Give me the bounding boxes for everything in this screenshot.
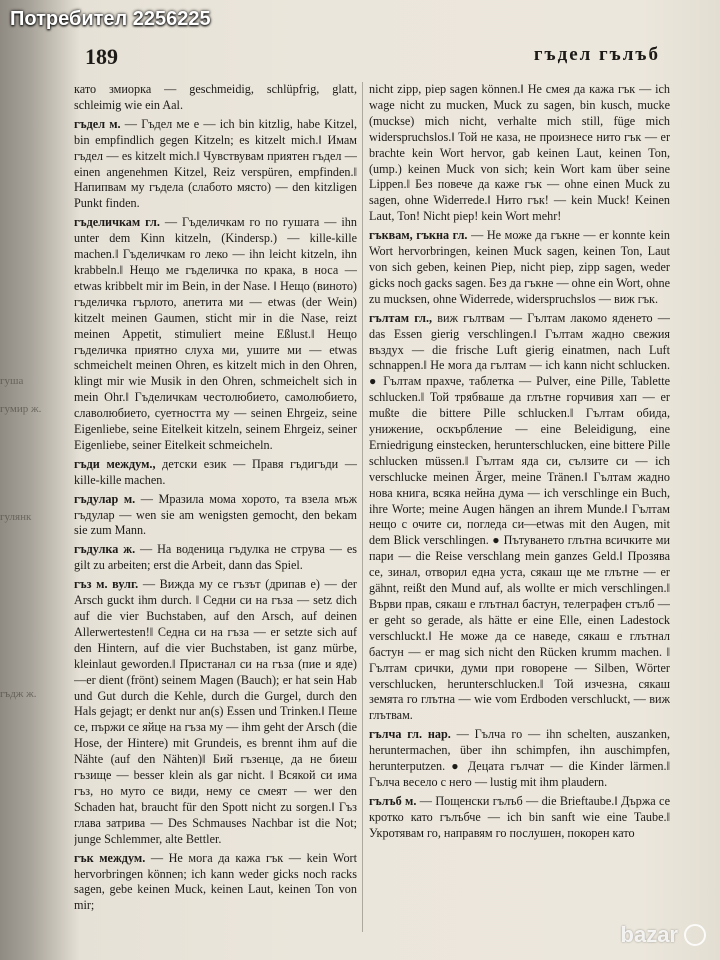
entry-text: — Гъдел ме е — ich bin kitzlig, habe Kitzel, bin empfindlich gegen Kitzeln; es kitzelt mich.‖ Имам гъдел — es kitzelt mich.‖ Чувствувам приятен гъдел — einen angenehmen Kitzel, Reiz verspüren, empfinden.‖ Напипвам му гъдела (слабото място) — den kitzligen Punkt finden. (74, 116, 357, 211)
gutter-fragment (0, 308, 62, 322)
dictionary-entry (74, 82, 357, 114)
gutter-fragment (0, 131, 62, 145)
gutter-fragment (0, 525, 62, 539)
gutter-fragment (0, 878, 62, 892)
left-column (74, 82, 357, 942)
gutter-fragment (0, 172, 62, 186)
gutter-fragment (0, 212, 62, 226)
gutter-fragment (0, 348, 62, 362)
gutter-fragment (0, 335, 62, 349)
entry-text: — Вижда му се гъзът (дрипав е) — der Arsch guckt ihm durch. ‖ Седни си на гъза — setz dich auf die vier Buchstaben, auf den Arsch, auf deinen Allerwertesten!‖ Седна си на гъза — er setzte sich auf den Hintern, auf die vier Buchstaben, ist ganz mürbe, kleinlaut geworden.‖ Пристанал си на гъза (пие и яде)—er dient (frönt) seinem Magen (Bauch); er hat sein Hab und Gut durch die Kehle, durch die Gurgel, durch den Hals gejagt; er denkt nur an(s) Essen und Trinken.‖ Пеше се, пържи се яйце на гъза му — ihm geht der Arsch (die Hose, der Hintere) mit Grundeis, es brennt ihm auf die Nähte (auf den Nähten)‖ Бий гъзенце, да не биеш гъзище — besser klein als gar nicht. ‖ Всякой си има гъз, но муто се види, нему се смеят — wer den Schaden hat, braucht für den Spott nicht zu sorgen.‖ Гъз глава затрива — Des Schmauses Nachbar ist die Not; junge Schlemmer, alte Bettler. (74, 577, 357, 846)
entry-headword: гълтам гл., (369, 310, 433, 325)
dictionary-entry (74, 117, 357, 212)
gutter-fragment (0, 946, 62, 950)
column-divider (362, 82, 363, 932)
gutter-fragment (0, 647, 62, 661)
gutter-fragment (0, 471, 62, 485)
gutter-fragment (0, 199, 62, 213)
gutter-fragment (0, 362, 62, 376)
entry-headword: гълъб м. (369, 793, 417, 808)
gutter-fragment (0, 117, 62, 131)
gutter-fragment (0, 457, 62, 471)
dictionary-entry (369, 794, 670, 842)
entry-headword: гълча гл. нар. (369, 727, 451, 742)
gutter-fragment (0, 144, 62, 158)
entry-text: nicht zipp, piep sagen können.‖ Не смея да кажа гък — ich wage nicht zu mucken, Muck zu sagen, bin kusch, mucke (muckse) mich nicht, verhalte mich still, füge mich widerspruchslos.‖ Той не каза, не произнесе нито гък — er brachte kein Wort hervor, gab keinen Laut, keinen Ton, (ump.) keinen Muck von sich; kein Wort kam über seine Lippen.‖ Без повече да каже гък — ohne einen Muck zu sagen, ohne Widerrede.‖ Нито гък! — kein Muck! Keinen Laut, Ton! Nicht piep! kein Wort mehr! (369, 82, 670, 224)
gutter-fragment (0, 851, 62, 865)
entry-text: — Мразила мома хорото, та взела мъж гъдулар — wen sie am wenigsten gemocht, den bekam sie zum Mann. (74, 491, 357, 538)
gutter-fragment (0, 838, 62, 852)
gutter-fragment (0, 579, 62, 593)
entry-headword: гък междум. (74, 850, 146, 865)
gutter-fragment (0, 620, 62, 634)
dictionary-entry (369, 727, 670, 791)
gutter-fragment (0, 906, 62, 920)
gutter-fragment (0, 770, 62, 784)
gutter-fragment: гъдж ж. (0, 688, 37, 701)
gutter-fragment: гумир ж. (0, 402, 42, 415)
right-column (369, 82, 670, 942)
entry-text: — Пощенски гълъб — die Brieftaube.‖ Държа се кротко като гълъбче — ich bin sanft wie eine Taube.‖ Укротявам го, направям го послушен, покорен като (369, 793, 670, 840)
dictionary-entry (74, 492, 357, 540)
watermark-text: bazar (620, 922, 678, 947)
gutter-fragment (0, 552, 62, 566)
entry-headword: гъделичкам гл. (74, 215, 160, 230)
gutter-fragment (0, 824, 62, 838)
entry-headword: гъди междум., (74, 456, 156, 471)
dictionary-entry (74, 215, 357, 454)
gutter-fragment (0, 607, 62, 621)
running-head: гъдел гълъб (533, 44, 660, 65)
entry-text: — Не може да гъкне — er konnte kein Wort hervorbringen, keinen Muck sagen, keinen Ton, Laut von sich geben, keinen Piep, nicht piep, zipp sagen, weder gicks noch gacks sagen. Без да гъкне — ohne ein Wort, ohne zu mucksen, ohne Widerrede, widerspruchslos — виж гък. (369, 228, 670, 306)
entry-text: виж гълтвам — Гълтам лакомо яденето — das Essen gierig verschlingen.‖ Гълтам жадно свежия въздух — die frische Luft gierig einatmen, nach Luft schnappen.‖ Не мога да гълтам — ich kann nicht schlucken. ● Гълтам прахче, таблетка — Pulver, eine Pille, Tablette schlucken.‖ Той трябваше да глътне горчивия хап — er mußte die bittere Pille schlucken.‖ Гълтам обида, унижение, оскърбление — eine Beleidigung, eine Erniedrigung einstecken, herunterschlucken, eine bittere Pille schlucken müssen.‖ Гълтам яда си, сълзите си — ich verschlucke meinen Ärger, meine Tränen.‖ Гълтам жадно нова книга, всяка нейна дума — ich verschlinge ein Buch, ihre Worte; meine Augen hängen an ihrem Munde.‖ Гълтам нещо с очите си, погледа си—etwas mit den Augen, mit dem Blick verschlingen. ● Пътуването глътна всичките ми пари — die Reise verschlang mein ganzes Geld.‖ Прозява се, зинал, отворил една уста, сякаш ще ме глътне — er gähnt, reißt den Mund auf, als wollte er mich verschlingen.‖ Върви прав, сякаш е глътнал бастун, телеграфен стълб — er geht so gerade, als hätte er eine Elle, einen Ladestock verschluckt.‖ Не може да се наведе, сякаш е глътнал бастун — er mag sich nicht den Rücken krumm machen. ‖ Гълтам срички, думи при говорене — Silben, Wörter verschlucken, herunterschlucken.‖ Той изчезна, сякаш земята го глътна — wie vom Erdboden verschluckt, — виж глътвам. (369, 310, 670, 723)
entry-text: — На воденица гъдулка не струва — es gilt zu arbeiten; erst die Arbeit, dann das Spiel. (74, 542, 357, 573)
gutter-fragment (0, 919, 62, 933)
watermark-logo-icon (684, 924, 706, 946)
gutter-fragment (0, 280, 62, 294)
gutter-fragment (0, 226, 62, 240)
entry-headword: гъдулар м. (74, 491, 136, 506)
gutter-fragment: гулянк (0, 511, 32, 524)
gutter-fragment (0, 756, 62, 770)
gutter-fragment (0, 253, 62, 267)
gutter-fragment (0, 797, 62, 811)
entry-headword: гъдулка ж. (74, 542, 136, 557)
gutter-fragment (0, 729, 62, 743)
gutter-fragment (0, 743, 62, 757)
dictionary-entry (74, 851, 357, 915)
entry-headword: гъз м. вулг. (74, 577, 139, 592)
entry-headword: гъдел м. (74, 116, 121, 131)
gutter-fragment (0, 566, 62, 580)
gutter-fragment (0, 661, 62, 675)
gutter-fragment (0, 294, 62, 308)
gutter-fragment (0, 539, 62, 553)
gutter-fragment (0, 715, 62, 729)
dictionary-entry (74, 542, 357, 574)
gutter-fragment (0, 389, 62, 403)
gutter-fragment (0, 240, 62, 254)
gutter-fragment (0, 865, 62, 879)
entry-text: — Гъделичкам го по гушата — ihn unter dem Kinn kitzeln, (Kindersp.) — kille-kille machen.‖ Гъделичкам го леко — ihn leicht kitzeln, ihn krabbeln.‖ Нещо ме гъделичка по крака, в носа — etwas kribbelt mir im Bein, in der Nase. ‖ Нещо (виното) гъделичка гърлото, апетита ми — etwas (der Wein) kitzelt meinen Gaumen, sticht mir in die Nase, reizt meinen Appetit, stimuliert meine Eßlust.‖ Нещо гъделичка приятно слуха ми, ушите ми — etwas schmeichelt meinen Ohren, es kitzelt mich in den Ohren, klingt mir wie Musik in den Ohren, schmeichelt sich in mein Ohr.‖ Гъделичкам честолюбието, самолюбието, славолюбието, суетността му — seinen Ehrgeiz, seine Eigenliebe, seine Eitelkeit kitzeln, seinem Ehrgeiz, seiner Eigenliebe, seiner Eitelkeit schmeicheln. (74, 215, 357, 452)
gutter-fragment (0, 158, 62, 172)
dictionary-entry (369, 311, 670, 725)
gutter-fragment (0, 104, 62, 118)
dictionary-entry (369, 228, 670, 308)
gutter-fragment (0, 783, 62, 797)
dictionary-entry (369, 82, 670, 225)
gutter-fragment (0, 185, 62, 199)
gutter-fragment (0, 484, 62, 498)
entry-text: детски език — Правя гъдигъди — kille-kille machen. (74, 456, 357, 487)
entry-headword: гъквам, гъкна гл. (369, 228, 468, 243)
gutter-fragment (0, 90, 62, 104)
dictionary-entry (74, 577, 357, 847)
gutter-fragment: гуша (0, 375, 24, 388)
gutter-fragment (0, 443, 62, 457)
entry-text: като змиорка — geschmeidig, schlüpfrig, glatt, schleimig wie ein Aal. (74, 82, 357, 112)
seller-label: Потребител 2256225 (10, 8, 211, 30)
gutter-fragment (0, 416, 62, 430)
gutter-fragment (0, 892, 62, 906)
facing-page-gutter (0, 90, 62, 950)
gutter-fragment (0, 933, 62, 947)
gutter-fragment (0, 321, 62, 335)
page-number: 189 (85, 44, 118, 69)
gutter-fragment (0, 675, 62, 689)
gutter-fragment (0, 430, 62, 444)
gutter-fragment (0, 810, 62, 824)
gutter-fragment (0, 634, 62, 648)
gutter-fragment (0, 593, 62, 607)
dictionary-entry (74, 457, 357, 489)
watermark (621, 922, 706, 948)
entry-text: — Гълча го — ihn schelten, auszanken, heruntermachen, über ihn schimpfen, ihn auschimpfen, herunterputzen. ● Децата гълчат — die Kinder lärmen.‖ Гълча весело с него — lustig mit ihm plaudern. (369, 727, 670, 789)
gutter-fragment (0, 498, 62, 512)
entry-text: — Не мога да кажа гък — kein Wort hervorbringen können; ich kann weder gicks noch racks sagen, gebe keinen Muck, keinen Laut, keinen Ton von mir; (74, 850, 357, 913)
gutter-fragment (0, 702, 62, 716)
gutter-fragment (0, 267, 62, 281)
